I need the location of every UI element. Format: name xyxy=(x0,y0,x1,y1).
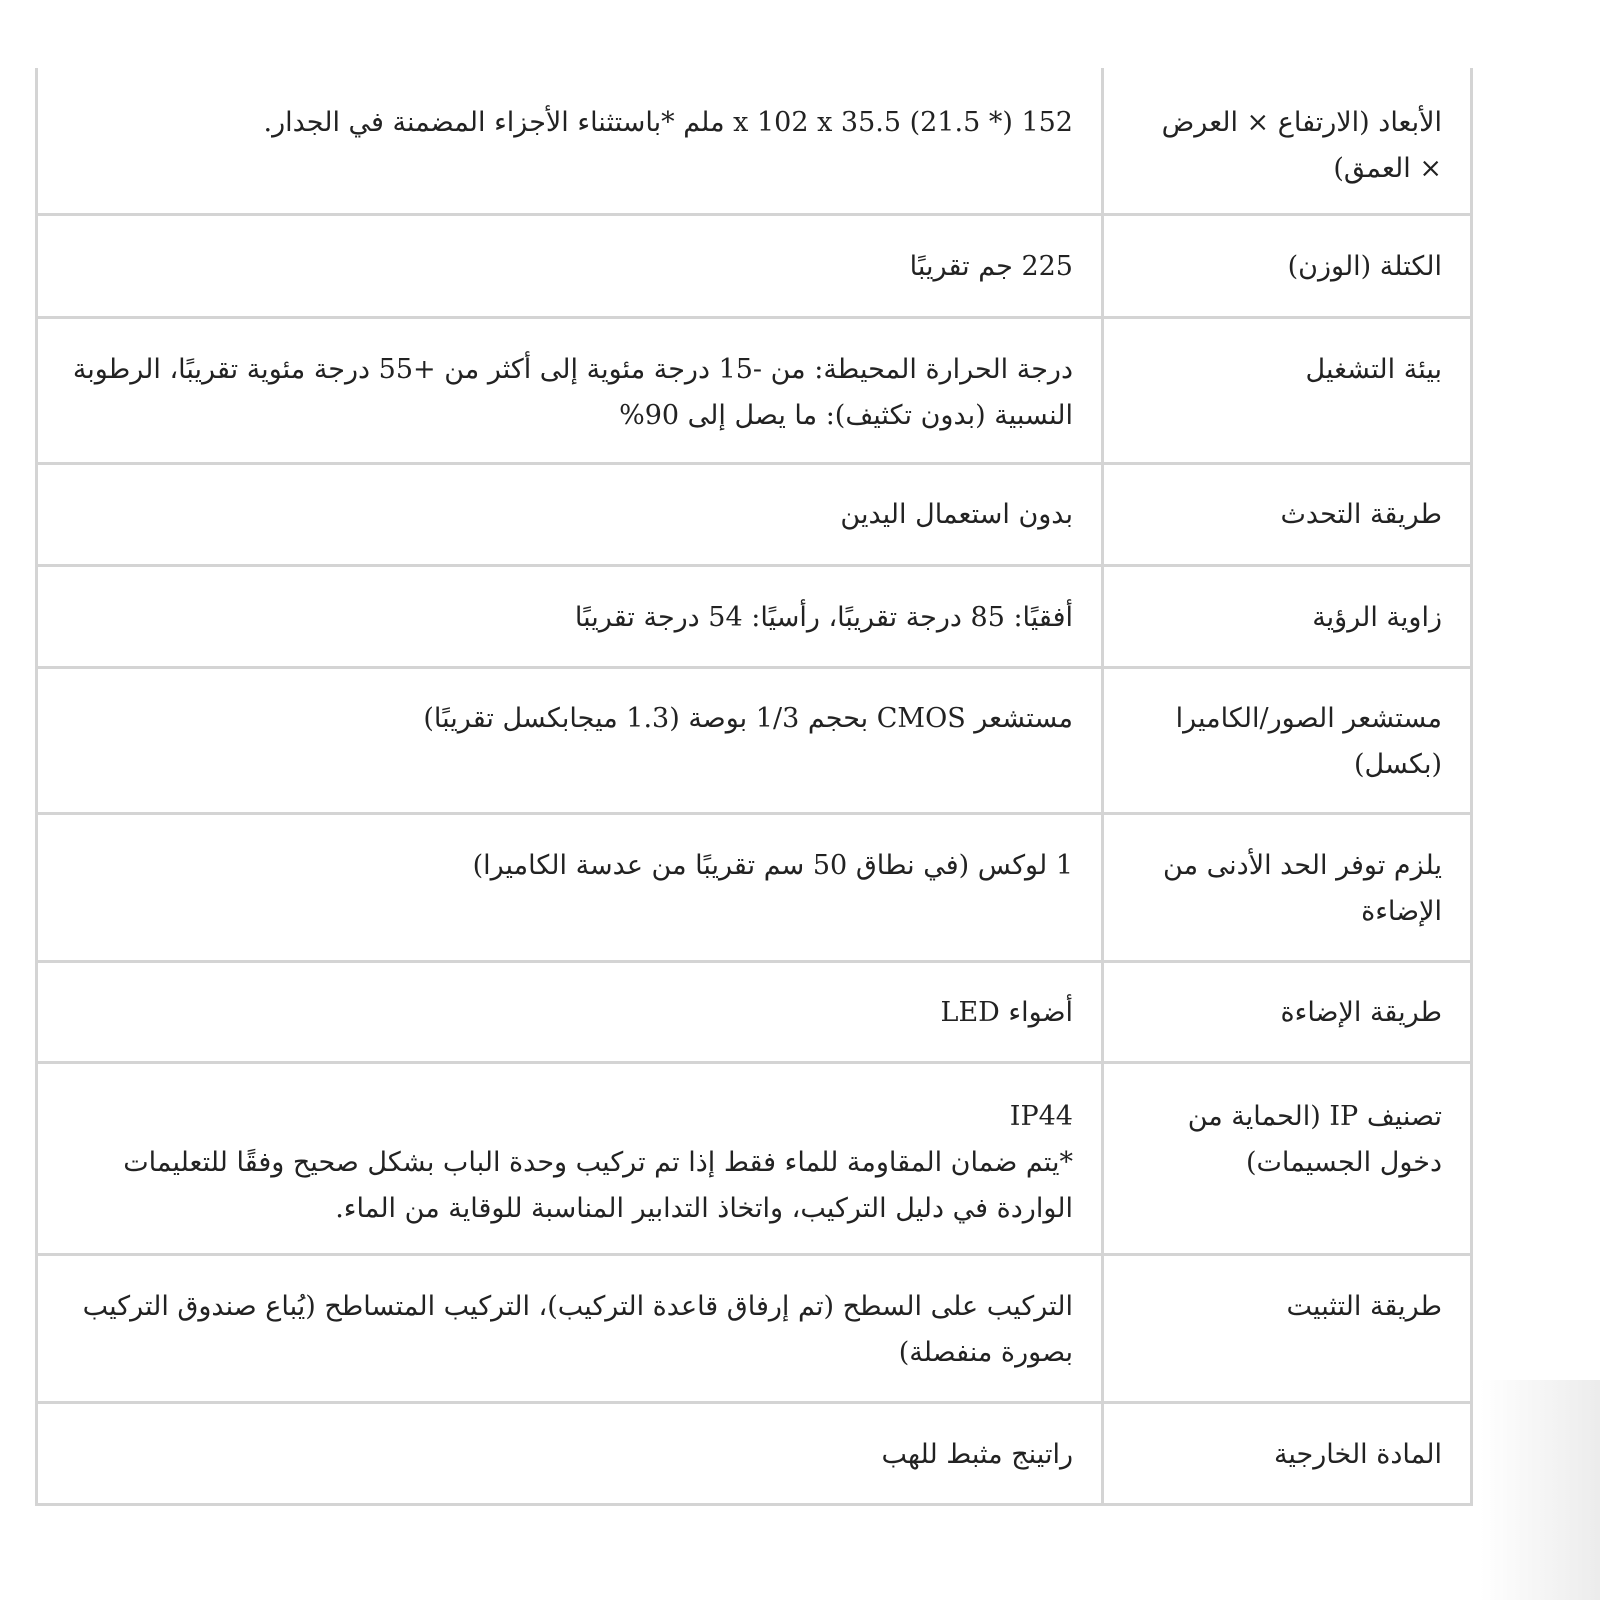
row-value-min-illumination: 1 لوكس (في نطاق 50 سم تقريبًا من عدسة الكاميرا) xyxy=(37,813,1103,961)
table-row xyxy=(37,214,1472,317)
row-value-dimensions: 152 x 102 x 35.5 (21.5 *) ملم *باستثناء الأجزاء المضمنة في الجدار. xyxy=(37,68,1103,214)
row-value-image-sensor: مستشعر CMOS بحجم 1/3 بوصة (1.3 ميجابكسل تقريبًا) xyxy=(37,667,1103,813)
ip-rating-note: *يتم ضمان المقاومة للماء فقط إذا تم تركيب وحدة الباب بشكل صحيح وفقًا للتعليمات الواردة في دليل التركيب، واتخاذ التدابير المناسبة للوقاية من الماء. xyxy=(123,1146,1073,1224)
row-label-lighting-method: طريقة الإضاءة xyxy=(1103,961,1472,1062)
row-label-dimensions: الأبعاد (الارتفاع × العرض × العمق) xyxy=(1103,68,1472,214)
table-row xyxy=(37,813,1472,961)
row-label-image-sensor: مستشعر الصور/الكاميرا (بكسل) xyxy=(1103,667,1472,813)
row-label-operating-environment: بيئة التشغيل xyxy=(1103,317,1472,463)
row-value-exterior-material: راتينج مثبط للهب xyxy=(37,1402,1103,1504)
row-value-lighting-method: أضواء LED xyxy=(37,961,1103,1062)
row-value-talk-method: بدون استعمال اليدين xyxy=(37,463,1103,565)
row-value-installation-method: التركيب على السطح (تم إرفاق قاعدة التركيب)، التركيب المتساطح (يُباع صندوق التركيب بصورة منفصلة) xyxy=(37,1254,1103,1402)
row-label-installation-method: طريقة التثبيت xyxy=(1103,1254,1472,1402)
table-row xyxy=(37,1062,1472,1254)
table-row xyxy=(37,1254,1472,1402)
table-row xyxy=(37,565,1472,667)
spec-table xyxy=(35,68,1473,1506)
row-value-mass: 225 جم تقريبًا xyxy=(37,214,1103,317)
table-row xyxy=(37,1402,1472,1504)
corner-shadow xyxy=(1480,1380,1600,1600)
table-row xyxy=(37,961,1472,1062)
ip-rating-code: IP44 xyxy=(1009,1100,1073,1132)
row-label-mass: الكتلة (الوزن) xyxy=(1103,214,1472,317)
table-row xyxy=(37,317,1472,463)
row-value-operating-environment: درجة الحرارة المحيطة: من -15 درجة مئوية إلى أكثر من +55 درجة مئوية تقريبًا، الرطوبة النسبية (بدون تكثيف): ما يصل إلى 90% xyxy=(37,317,1103,463)
table-row xyxy=(37,463,1472,565)
row-value-viewing-angle: أفقيًا: 85 درجة تقريبًا، رأسيًا: 54 درجة تقريبًا xyxy=(37,565,1103,667)
row-label-talk-method: طريقة التحدث xyxy=(1103,463,1472,565)
table-row xyxy=(37,68,1472,214)
row-label-ip-rating: تصنيف IP (الحماية من دخول الجسيمات) xyxy=(1103,1062,1472,1254)
table-row xyxy=(37,667,1472,813)
row-label-min-illumination: يلزم توفر الحد الأدنى من الإضاءة xyxy=(1103,813,1472,961)
row-label-exterior-material: المادة الخارجية xyxy=(1103,1402,1472,1504)
row-label-viewing-angle: زاوية الرؤية xyxy=(1103,565,1472,667)
row-value-ip-rating xyxy=(37,1062,1103,1254)
